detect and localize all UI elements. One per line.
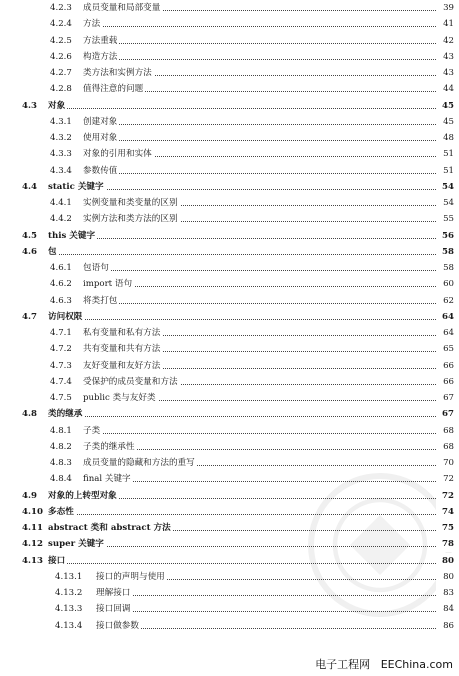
toc-entry-page: 51 [436, 163, 454, 179]
toc-leader-dots [91, 303, 436, 304]
toc-entry-number: 4.10 [22, 506, 43, 517]
toc-entry-number: 4.13.4 [55, 620, 83, 631]
toc-leader-dots [56, 189, 436, 190]
toc-entry-page: 72 [436, 488, 454, 504]
toc-entry-page: 74 [436, 504, 454, 520]
toc-entry-number: 4.4.1 [50, 198, 72, 208]
toc-entry-number: 4.11 [22, 523, 43, 533]
toc-entry-title: 接口 [48, 553, 67, 569]
toc-entry [0, 293, 459, 309]
toc-leader-dots [56, 416, 436, 417]
toc-entry-number: 4.3.2 [50, 133, 72, 143]
toc-entry-number: 4.2.4 [50, 19, 72, 30]
toc-entry-page: 78 [436, 536, 454, 552]
toc-entry-title: 包语句 [83, 260, 111, 276]
toc-entry-page: 62 [436, 293, 454, 309]
toc-entry-title: 多态性 [48, 504, 76, 520]
toc-entry [0, 49, 459, 65]
toc-entry-title: 类方法和实例方法 [83, 65, 154, 81]
toc-entry [0, 211, 459, 227]
toc-entry-title: 访问权限 [48, 309, 84, 325]
toc-leader-dots [91, 140, 436, 141]
toc-entry [0, 260, 459, 276]
toc-entry-page: 54 [436, 195, 454, 211]
toc-leader-dots [91, 270, 436, 271]
toc-entry-page: 65 [436, 341, 454, 357]
toc-entry-number: 4.7.3 [50, 360, 72, 371]
toc-entry-page: 72 [436, 471, 454, 487]
toc-entry-title: 友好变量和友好方法 [83, 358, 162, 374]
toc-leader-dots [91, 481, 436, 482]
toc-entry-number: 4.8.4 [50, 474, 72, 485]
toc-entry-number: 4.3.3 [50, 149, 72, 160]
footer-watermark [315, 656, 453, 672]
toc-entry-title: 构造方法 [83, 49, 119, 65]
toc-entry [0, 228, 459, 244]
toc-entry-number: 4.13 [22, 555, 43, 566]
toc-entry-number: 4.2.7 [50, 68, 72, 78]
toc-entry-title: 接口的声明与使用 [96, 569, 167, 585]
toc-entry [0, 65, 459, 81]
toc-leader-dots [91, 433, 436, 434]
toc-entry-title: 对象的引用和实体 [83, 146, 154, 162]
toc-entry [0, 98, 459, 114]
toc-entry-page: 84 [436, 601, 454, 617]
toc-entry-page: 80 [436, 569, 454, 585]
toc-entry-page: 60 [436, 276, 454, 292]
toc-entry [0, 114, 459, 130]
toc-entry-title: 参数传值 [83, 163, 119, 179]
toc-leader-dots [56, 546, 436, 547]
toc-leader-dots [56, 254, 436, 255]
toc-entry-page: 58 [436, 244, 454, 260]
toc-leader-dots [56, 563, 436, 564]
toc-entry-page: 64 [436, 325, 454, 341]
toc-entry-title: 受保护的成员变量和方法 [83, 374, 180, 390]
toc-entry-page: 80 [436, 553, 454, 569]
toc-entry [0, 374, 459, 390]
toc-entry [0, 130, 459, 146]
toc-entry [0, 163, 459, 179]
toc-entry-number: 4.9 [22, 490, 37, 501]
toc-entry-number: 4.2.3 [50, 3, 72, 13]
toc-entry-title: 值得注意的问题 [83, 81, 145, 97]
toc-leader-dots [91, 43, 436, 44]
toc-entry [0, 309, 459, 325]
toc-entry-number: 4.7.1 [50, 328, 72, 338]
toc-leader-dots [91, 286, 436, 287]
toc-entry-page: 58 [436, 260, 454, 276]
toc-entry-title: 创建对象 [83, 114, 119, 130]
watermark-seal-icon [305, 470, 455, 620]
toc-leader-dots [91, 59, 436, 60]
toc-entry-title: 方法重载 [83, 33, 119, 49]
toc-entry-number: 4.8.3 [50, 458, 72, 468]
toc-entry-title: 将类打包 [83, 293, 119, 309]
toc-entry-number: 4.6.1 [50, 263, 72, 273]
toc-entry [0, 358, 459, 374]
toc-leader-dots [56, 238, 436, 239]
toc-entry-title: 子类 [83, 423, 102, 439]
toc-entry-number: 4.13.3 [55, 604, 83, 615]
toc-entry-title: 接口做参数 [96, 618, 141, 634]
toc-entry-number: 4.13.1 [55, 571, 83, 582]
toc-entry-page: 43 [436, 65, 454, 81]
toc-leader-dots [91, 26, 436, 27]
toc-leader-dots [104, 611, 436, 612]
toc-entry-title: 实例变量和类变量的区别 [83, 195, 180, 211]
toc-entry-number: 4.7.4 [50, 376, 72, 387]
toc-leader-dots [56, 514, 436, 515]
toc-entry-title: 对象 [48, 98, 67, 114]
toc-entry-title: abstract 类和 abstract 方法 [48, 520, 173, 536]
toc-entry [0, 325, 459, 341]
toc-entry [0, 195, 459, 211]
toc-leader-dots [91, 124, 436, 125]
toc-entry-number: 4.2.5 [50, 35, 72, 46]
toc-entry-number: 4.13.2 [55, 588, 83, 598]
toc-entry-title: 包 [48, 244, 59, 260]
toc-entry-page: 55 [436, 211, 454, 227]
toc-entry-title: 共有变量和共有方法 [83, 341, 162, 357]
footer-site-name: 电子工程网 [315, 658, 371, 671]
toc-entry-page: 54 [436, 179, 454, 195]
toc-entry [0, 455, 459, 471]
toc-entry-page: 66 [436, 358, 454, 374]
toc-entry-page: 51 [436, 146, 454, 162]
toc-entry [0, 423, 459, 439]
toc-entry-page: 45 [436, 114, 454, 130]
toc-leader-dots [91, 449, 436, 450]
toc-entry-page: 66 [436, 374, 454, 390]
toc-entry-title: import 语句 [83, 276, 134, 292]
toc-entry-number: 4.3 [22, 100, 37, 111]
toc-entry [0, 406, 459, 422]
toc-entry-page: 48 [436, 130, 454, 146]
toc-entry [0, 276, 459, 292]
toc-entry-title: 实例方法和类方法的区别 [83, 211, 180, 227]
toc-entry [0, 179, 459, 195]
toc-entry-title: 子类的继承性 [83, 439, 137, 455]
toc-entry-number: 4.7.2 [50, 344, 72, 355]
toc-leader-dots [91, 173, 436, 174]
toc-leader-dots [104, 595, 436, 596]
toc-entry-title: static 关键字 [48, 179, 106, 195]
toc-entry-page: 86 [436, 618, 454, 634]
toc-entry-number: 4.2.8 [50, 84, 72, 95]
toc-entry-title: 成员变量的隐藏和方法的重写 [83, 455, 197, 471]
toc-entry-page: 41 [436, 16, 454, 32]
toc-entry-number: 4.8.2 [50, 441, 72, 452]
toc-entry-page: 45 [436, 98, 454, 114]
toc-entry-title: 理解接口 [96, 585, 132, 601]
toc-entry-title: 私有变量和私有方法 [83, 325, 162, 341]
toc-entry [0, 16, 459, 32]
toc-entry-title: final 关键字 [83, 471, 133, 487]
footer-site-url: EEChina.com [380, 658, 453, 671]
toc-entry [0, 244, 459, 260]
toc-leader-dots [56, 108, 436, 109]
toc-entry-title: 接口回调 [96, 601, 132, 617]
toc-entry-page: 64 [436, 309, 454, 325]
toc-entry-title: 方法 [83, 16, 102, 32]
toc-entry-title: this 关键字 [48, 228, 97, 244]
toc-entry-page: 68 [436, 423, 454, 439]
toc-entry-page: 43 [436, 49, 454, 65]
toc-entry-page: 83 [436, 585, 454, 601]
toc-entry-number: 4.2.6 [50, 51, 72, 62]
toc-entry [0, 341, 459, 357]
toc-entry-page: 39 [436, 0, 454, 16]
toc-entry-page: 42 [436, 33, 454, 49]
toc-entry [0, 146, 459, 162]
toc-leader-dots [56, 319, 436, 320]
toc-entry-number: 4.4.2 [50, 214, 72, 225]
toc-entry-page: 75 [436, 520, 454, 536]
toc-entry-number: 4.7 [22, 311, 37, 322]
toc-leader-dots [104, 628, 436, 629]
toc-entry-number: 4.6.3 [50, 295, 72, 306]
toc-entry-page: 67 [436, 406, 454, 422]
toc-entry-title: public 类与友好类 [83, 390, 158, 406]
toc-entry-title: super 关键字 [48, 536, 106, 552]
toc-entry [0, 439, 459, 455]
toc-entry [0, 81, 459, 97]
toc-entry [0, 390, 459, 406]
toc-entry-number: 4.6.2 [50, 279, 72, 290]
toc-entry-number: 4.4 [22, 181, 37, 192]
toc-entry-number: 4.7.5 [50, 393, 72, 403]
toc-entry-title: 对象的上转型对象 [48, 488, 119, 504]
toc-entry-number: 4.8 [22, 409, 37, 420]
toc-entry [0, 0, 459, 16]
toc-entry-number: 4.8.1 [50, 425, 72, 436]
toc-entry-number: 4.5 [22, 230, 37, 241]
toc-entry-title: 类的继承 [48, 406, 84, 422]
toc-entry-number: 4.12 [22, 539, 43, 550]
toc-entry-page: 56 [436, 228, 454, 244]
toc-entry-page: 67 [436, 390, 454, 406]
toc-entry-number: 4.3.4 [50, 165, 72, 176]
toc-entry-page: 68 [436, 439, 454, 455]
toc-entry-page: 70 [436, 455, 454, 471]
toc-entry-number: 4.6 [22, 246, 37, 257]
toc-entry-page: 44 [436, 81, 454, 97]
toc-entry-title: 成员变量和局部变量 [83, 0, 162, 16]
toc-entry-title: 使用对象 [83, 130, 119, 146]
toc-entry [0, 33, 459, 49]
toc-entry-number: 4.3.1 [50, 116, 72, 127]
